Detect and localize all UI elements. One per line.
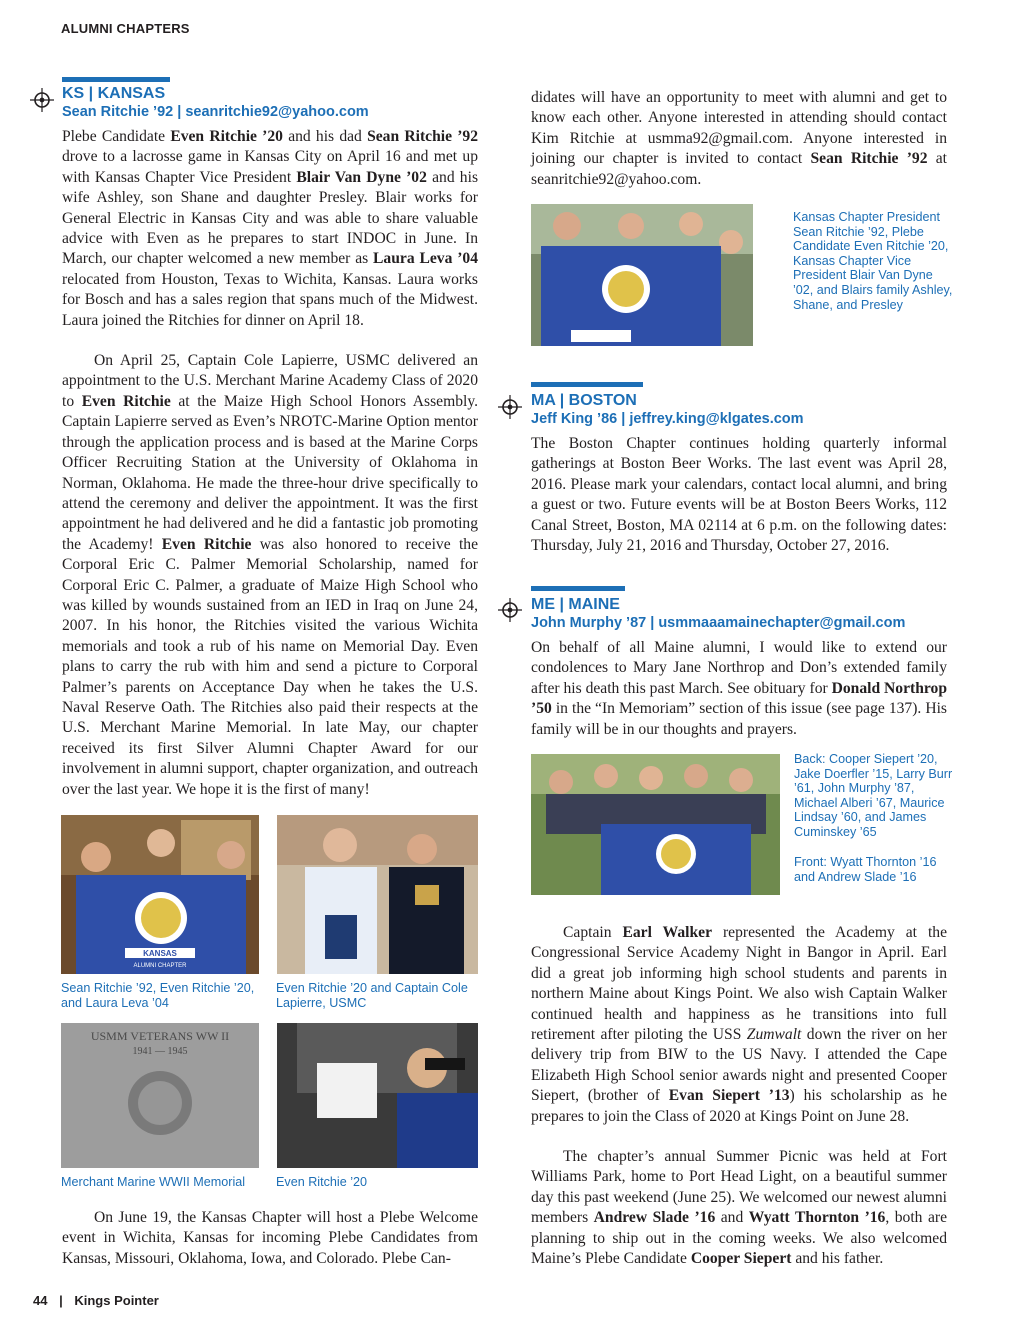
- bold-name: Donald Northrop ’50: [531, 679, 947, 718]
- text-run: was also honored to receive the Corporal Eric C. Palmer Memorial Scholarship, named for Corporal Eric C. Palmer, a graduate of Maize High School who was killed by wounds sustained from an IED in Iraq on June 24, 2007. In his honor, the Ritchies visited the various Wichita memorials and took a rub of his name on Memorial Day. Even plans to carry the rub with him and send a picture to Corporal Palmer’s parents on Acceptance Day when he takes the U.S. Naval Reserve Oath. The Ritchies also paid their respects at the U.S. Merchant Marine Memorial. In late May, our chapter received its first Silver Alumni Chapter Award for our involvement in alumni support, chapter organization, and outreach over the last year. We hope it is the first of many!: [62, 535, 478, 798]
- page-number: 44: [33, 1293, 48, 1308]
- bold-name: Andrew Slade ’16: [593, 1209, 716, 1227]
- boston-body: [531, 434, 947, 556]
- kansas-paragraph-2: [62, 351, 478, 800]
- bold-name: Even Ritchie: [161, 535, 252, 553]
- compass-rose-icon: [30, 88, 54, 112]
- kansas-paragraph-3: [62, 1208, 478, 1269]
- boston-paragraph-1: [531, 434, 947, 556]
- bold-name: Even Ritchie ’20: [170, 128, 283, 145]
- text-run: relocated from Houston, Texas to Wichita, Kansas. Laura works for Bosch and has a sales region that spans much of the Midwest. Laura joined the Ritchies for dinner on April 18.: [62, 270, 478, 329]
- kansas-photo-dinner: [61, 815, 259, 974]
- bold-name: Earl Walker: [622, 924, 713, 941]
- kansas-rule: [62, 77, 170, 82]
- italic-text: Zumwalt: [746, 1026, 802, 1044]
- caption-dinner: Sean Ritchie ’92, Even Ritchie ’20, and Laura Leva ’04: [61, 981, 255, 1010]
- maine-paragraph-2: [531, 923, 947, 1127]
- maine-paragraph-3: [531, 1147, 947, 1269]
- maine-heading: ME | MAINE: [531, 596, 620, 613]
- text-run: Plebe Candidate: [62, 128, 171, 145]
- bold-name: Laura Leva ’04: [373, 250, 478, 268]
- flag-sub-text: ALUMNI CHAPTER: [133, 963, 187, 969]
- page-footer: [33, 1293, 159, 1308]
- text-run: The Boston Chapter continues holding quarterly informal gatherings at Boston Beer Works. The last event was April 28, 2016. Please mark your calendars, contact local alumni, and bring a guest or two. Future events will be at Boston Beers Works, 112 Canal Street, Boston, MA 02114 at 6 p.m. on the following dates: Thursday, July 21, 2016 and Thursday, October 27, 2016.: [531, 435, 947, 555]
- publication-name: Kings Pointer: [74, 1293, 159, 1308]
- text-run: at seanritchie92@yahoo.com.: [531, 150, 948, 188]
- text-run: On April 25, Captain Cole Lapierre, USMC delivered an appointment to the U.S. Merchant Marine Academy Class of 2020 to: [62, 352, 478, 410]
- maine-body-2: [531, 923, 947, 1270]
- kansas-photo-memorial: [61, 1023, 259, 1168]
- bold-name: Evan Siepert ’13: [668, 1087, 790, 1105]
- footer-separator: |: [59, 1293, 63, 1308]
- kansas-photo-appointment: [277, 815, 478, 974]
- caption-appointment: Even Ritchie ’20 and Captain Cole Lapierre, USMC: [276, 981, 468, 1010]
- caption-memorial: Merchant Marine WWII Memorial: [61, 1175, 246, 1189]
- maine-paragraph-1: [531, 638, 947, 740]
- text-run: at the Maize High School Honors Assembly. Captain Lapierre served as Even’s NROTC-Marine Option mentor through the application process and is based at the Marine Corps Officer Recruiting Station at the University of Oklahoma in Norman, Oklahoma. He made the three-hour drive specifically to attend the ceremony and deliver the appointment. It was the first appointment he had delivered and he did a fantastic job promoting the Academy!: [62, 392, 479, 553]
- bold-name: Sean Ritchie ’92: [367, 128, 478, 145]
- text-run: and his wife Ashley, son Shane and daughter Presley. Blair works for General Electric in Kansas City and was able to share valuable advice with Even as he prepares to start INDOC in June. In March, our chapter welcomed a new member as: [62, 168, 479, 268]
- kansas-paragraph-3-continued: [531, 88, 947, 190]
- memorial-years-text: 1941 — 1945: [132, 1046, 188, 1057]
- kansas-body-end: [62, 1208, 478, 1269]
- kansas-heading: KS | KANSAS: [62, 85, 166, 102]
- text-run: , both are planning to ship out in the coming weeks. We also welcomed Maine’s Plebe Candidate: [531, 1209, 947, 1268]
- caption-chapter-photo: Kansas Chapter President Sean Ritchie ’92, Plebe Candidate Even Ritchie ’20, Kansas Chapter Vice President Blair Van Dyne ’02, and Blairs family Ashley, Shane, and Presley: [793, 210, 953, 312]
- text-run: didates will have an opportunity to meet with alumni and get to know each other. Anyone interested in attending should contact Kim Ritchie at usmma92@gmail.com. Anyone interested in joining our chapter is invited to contact: [531, 89, 947, 168]
- text-run: represented the Academy at the Congressional Service Academy Night in Bangor in April. Earl did a great job informing high school students and parents in northern Maine about Kings Point. We also wish Captain Walker continued health and happiness as he transitions into full retirement after piloting the USS: [531, 924, 947, 1044]
- kansas-body-continued: [531, 88, 947, 190]
- text-run: down the river on her delivery trip from BIW to the US Navy. I attended the Cape Elizabeth High School senior awards night and presented Cooper Siepert, (brother of: [531, 1026, 947, 1105]
- text-run: Captain: [563, 924, 623, 941]
- compass-rose-icon: [498, 395, 522, 419]
- kansas-body: [62, 127, 478, 800]
- kansas-photo-chapter: [531, 204, 753, 346]
- bold-name: Wyatt Thornton ’16: [748, 1209, 886, 1227]
- text-run: On June 19, the Kansas Chapter will host a Plebe Welcome event in Wichita, Kansas for incoming Plebe Candidates from Kansas, Missouri, Oklahoma, Iowa, and Colorado. Plebe Can-: [62, 1209, 478, 1267]
- text-run: and his father.: [791, 1250, 884, 1268]
- text-run: and his dad: [282, 128, 368, 145]
- text-run: The chapter’s annual Summer Picnic was held at Fort Williams Park, home to Port Head Light, on a beautiful summer day this past weekend (June 25). We welcomed our newest alumni members: [531, 1148, 947, 1227]
- maine-rule: [531, 586, 625, 591]
- caption-picnic-back: Back: Cooper Siepert ’20, Jake Doerfler ’15, Larry Burr ’61, John Murphy ’87, Michael Alberi ’67, Maurice Lindsay ’60, and James Cuminskey ’65: [794, 752, 953, 839]
- bold-name: Sean Ritchie ’92: [810, 150, 928, 168]
- text-run: ) his scholarship as he prepares to join the Class of 2020 at Kings Point on June 28.: [531, 1087, 947, 1125]
- section-label: ALUMNI CHAPTERS: [61, 21, 190, 36]
- boston-heading: MA | BOSTON: [531, 392, 637, 409]
- caption-picnic-front: Front: Wyatt Thornton ’16 and Andrew Slade ’16: [794, 855, 937, 884]
- boston-rule: [531, 382, 643, 387]
- maine-body-1: [531, 638, 947, 740]
- maine-photo-picnic: [531, 754, 780, 895]
- compass-rose-icon: [498, 598, 522, 622]
- text-run: On behalf of all Maine alumni, I would like to extend our condolences to Mary Jane Northrop and Don’s extended family after his death this past March. See obituary for: [531, 639, 947, 697]
- boston-contact: Jeff King ’86 | jeffrey.king@klgates.com: [531, 411, 804, 427]
- text-run: and: [715, 1209, 749, 1227]
- bold-name: Blair Van Dyne ’02: [296, 168, 427, 186]
- kansas-paragraph-1: [62, 127, 478, 331]
- text-run: in the “In Memoriam” section of this issue (see page 137). His family will be in our thoughts and prayers.: [531, 700, 947, 738]
- text-run: drove to a lacrosse game in Kansas City on April 16 and met up with Kansas Chapter Vice President: [62, 148, 478, 186]
- caption-even: Even Ritchie ’20: [276, 1175, 368, 1189]
- maine-contact: John Murphy ’87 | usmmaaamainechapter@gmail.com: [531, 615, 906, 631]
- kansas-contact: Sean Ritchie ’92 | seanritchie92@yahoo.com: [62, 104, 369, 120]
- bold-name: Cooper Siepert: [690, 1250, 792, 1268]
- bold-name: Even Ritchie: [81, 392, 171, 410]
- memorial-title-text: USMM VETERANS WW II: [90, 1029, 230, 1043]
- kansas-photo-even: [277, 1023, 478, 1168]
- flag-banner-text: KANSAS: [143, 949, 177, 958]
